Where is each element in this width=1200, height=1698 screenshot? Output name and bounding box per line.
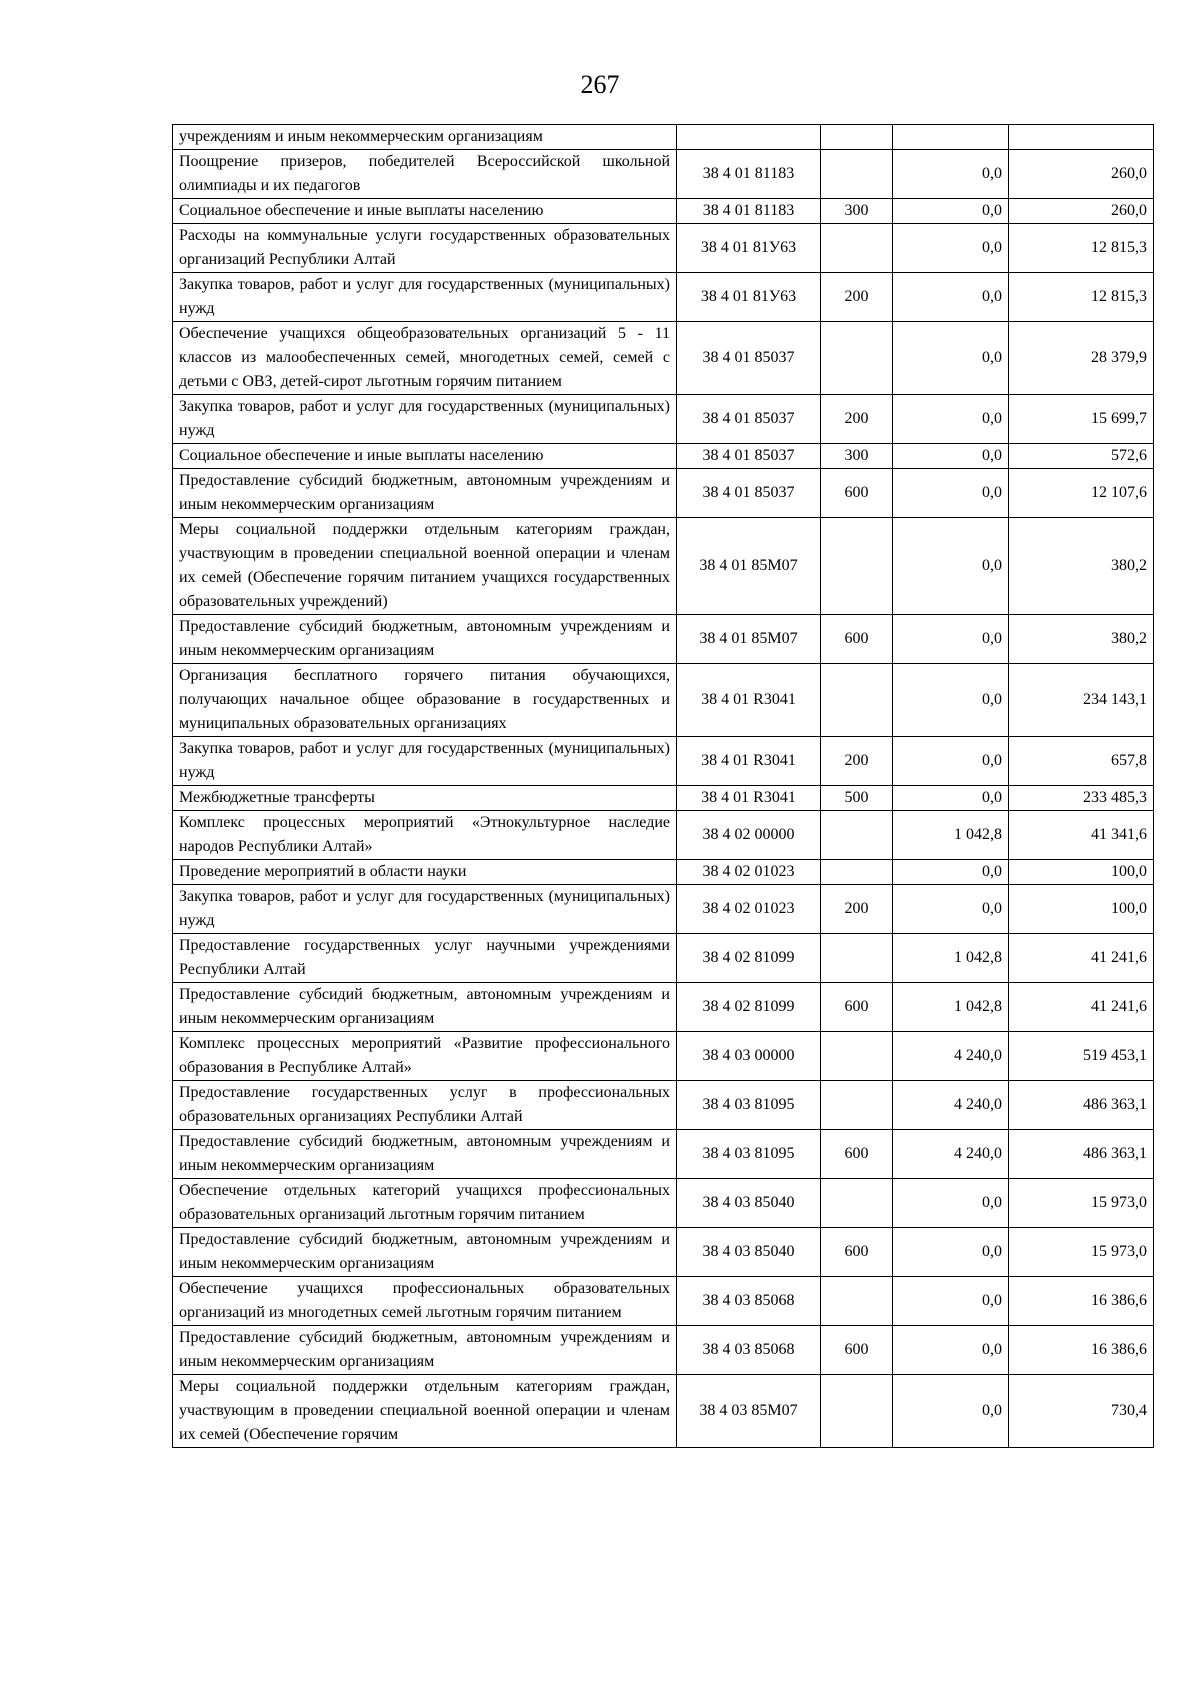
table-row xyxy=(173,322,1154,395)
row-expense-type: 600 xyxy=(821,1326,893,1375)
row-value-2: 41 341,6 xyxy=(1009,811,1154,860)
row-value-2: 486 363,1 xyxy=(1009,1130,1154,1179)
table-row xyxy=(173,469,1154,518)
row-name: Предоставление субсидий бюджетным, автономным учреждениям и иным некоммерческим организациям xyxy=(173,1228,677,1277)
row-value-2: 28 379,9 xyxy=(1009,322,1154,395)
row-expense-type xyxy=(821,150,893,199)
row-code: 38 4 03 81095 xyxy=(677,1081,821,1130)
row-expense-type: 200 xyxy=(821,273,893,322)
row-code: 38 4 01 85037 xyxy=(677,444,821,469)
row-value-1: 0,0 xyxy=(893,1375,1009,1448)
row-expense-type xyxy=(821,860,893,885)
row-value-1: 4 240,0 xyxy=(893,1081,1009,1130)
row-value-2: 41 241,6 xyxy=(1009,934,1154,983)
row-code: 38 4 01 85М07 xyxy=(677,615,821,664)
row-name: Обеспечение учащихся общеобразовательных организаций 5 - 11 классов из малообеспеченных семей, многодетных семей, семей с детьми с ОВЗ, детей-сирот льготным горячим питанием xyxy=(173,322,677,395)
row-code xyxy=(677,125,821,150)
row-value-2: 15 973,0 xyxy=(1009,1179,1154,1228)
row-value-1: 0,0 xyxy=(893,322,1009,395)
table-row xyxy=(173,1032,1154,1081)
row-expense-type xyxy=(821,518,893,615)
row-code: 38 4 01 R3041 xyxy=(677,664,821,737)
table-row xyxy=(173,1375,1154,1448)
row-code: 38 4 03 85068 xyxy=(677,1326,821,1375)
row-code: 38 4 03 85040 xyxy=(677,1179,821,1228)
row-value-2: 15 973,0 xyxy=(1009,1228,1154,1277)
table-row xyxy=(173,1081,1154,1130)
row-value-1: 1 042,8 xyxy=(893,983,1009,1032)
row-value-1: 1 042,8 xyxy=(893,811,1009,860)
row-code: 38 4 03 85068 xyxy=(677,1277,821,1326)
row-name: Обеспечение отдельных категорий учащихся профессиональных образовательных организаций льготным горячим питанием xyxy=(173,1179,677,1228)
table-row xyxy=(173,1228,1154,1277)
row-expense-type: 600 xyxy=(821,469,893,518)
table-row xyxy=(173,1130,1154,1179)
budget-table xyxy=(172,124,1154,1448)
row-code: 38 4 02 01023 xyxy=(677,885,821,934)
row-value-1: 0,0 xyxy=(893,444,1009,469)
table-row xyxy=(173,395,1154,444)
row-name: Межбюджетные трансферты xyxy=(173,786,677,811)
row-name: Закупка товаров, работ и услуг для государственных (муниципальных) нужд xyxy=(173,737,677,786)
table-row xyxy=(173,885,1154,934)
row-value-1: 0,0 xyxy=(893,786,1009,811)
row-value-1: 0,0 xyxy=(893,615,1009,664)
row-name: Предоставление субсидий бюджетным, автономным учреждениям и иным некоммерческим организациям xyxy=(173,983,677,1032)
row-expense-type: 500 xyxy=(821,786,893,811)
row-value-1: 0,0 xyxy=(893,150,1009,199)
row-expense-type xyxy=(821,322,893,395)
row-name: Предоставление государственных услуг научными учреждениями Республики Алтай xyxy=(173,934,677,983)
row-name: Предоставление субсидий бюджетным, автономным учреждениям и иным некоммерческим организациям xyxy=(173,1130,677,1179)
row-value-2: 380,2 xyxy=(1009,518,1154,615)
row-name: Меры социальной поддержки отдельным категориям граждан, участвующим в проведении специальной военной операции и членам их семей (Обеспечение горячим xyxy=(173,1375,677,1448)
page-number: 267 xyxy=(580,70,620,99)
row-code: 38 4 01 81183 xyxy=(677,199,821,224)
row-value-1: 0,0 xyxy=(893,469,1009,518)
table-row xyxy=(173,199,1154,224)
row-name: Расходы на коммунальные услуги государственных образовательных организаций Республики Алтай xyxy=(173,224,677,273)
table-row xyxy=(173,444,1154,469)
row-value-2: 233 485,3 xyxy=(1009,786,1154,811)
row-value-1: 0,0 xyxy=(893,885,1009,934)
row-code: 38 4 01 85037 xyxy=(677,322,821,395)
table-row xyxy=(173,1277,1154,1326)
row-name: Меры социальной поддержки отдельным категориям граждан, участвующим в проведении специальной военной операции и членам их семей (Обеспечение горячим питанием учащихся государственных образовательных учреждений) xyxy=(173,518,677,615)
row-value-2: 380,2 xyxy=(1009,615,1154,664)
table-row xyxy=(173,615,1154,664)
row-value-1: 0,0 xyxy=(893,737,1009,786)
row-value-2: 16 386,6 xyxy=(1009,1326,1154,1375)
row-expense-type xyxy=(821,811,893,860)
row-name: Комплекс процессных мероприятий «Этнокультурное наследие народов Республики Алтай» xyxy=(173,811,677,860)
row-expense-type xyxy=(821,664,893,737)
row-value-2: 260,0 xyxy=(1009,199,1154,224)
row-code: 38 4 02 81099 xyxy=(677,934,821,983)
row-value-1: 0,0 xyxy=(893,224,1009,273)
row-code: 38 4 01 85037 xyxy=(677,395,821,444)
row-expense-type: 200 xyxy=(821,737,893,786)
row-value-2: 12 815,3 xyxy=(1009,224,1154,273)
row-name: учреждениям и иным некоммерческим организациям xyxy=(173,125,677,150)
row-expense-type xyxy=(821,1375,893,1448)
row-expense-type xyxy=(821,1081,893,1130)
table-row xyxy=(173,860,1154,885)
row-value-2: 12 815,3 xyxy=(1009,273,1154,322)
row-name: Комплекс процессных мероприятий «Развитие профессионального образования в Республике Алтай» xyxy=(173,1032,677,1081)
row-code: 38 4 03 85040 xyxy=(677,1228,821,1277)
row-expense-type xyxy=(821,125,893,150)
row-value-1: 0,0 xyxy=(893,664,1009,737)
row-expense-type: 300 xyxy=(821,199,893,224)
row-name: Закупка товаров, работ и услуг для государственных (муниципальных) нужд xyxy=(173,395,677,444)
row-name: Закупка товаров, работ и услуг для государственных (муниципальных) нужд xyxy=(173,273,677,322)
row-name: Обеспечение учащихся профессиональных образовательных организаций из многодетных семей льготным горячим питанием xyxy=(173,1277,677,1326)
row-code: 38 4 01 85М07 xyxy=(677,518,821,615)
row-expense-type: 600 xyxy=(821,1130,893,1179)
row-value-2: 260,0 xyxy=(1009,150,1154,199)
row-value-2: 730,4 xyxy=(1009,1375,1154,1448)
row-value-1: 0,0 xyxy=(893,395,1009,444)
row-value-1: 0,0 xyxy=(893,518,1009,615)
row-code: 38 4 01 85037 xyxy=(677,469,821,518)
row-expense-type xyxy=(821,224,893,273)
table-row xyxy=(173,1326,1154,1375)
table-row xyxy=(173,786,1154,811)
row-value-1: 0,0 xyxy=(893,273,1009,322)
row-expense-type xyxy=(821,1179,893,1228)
row-value-2: 657,8 xyxy=(1009,737,1154,786)
row-value-2: 15 699,7 xyxy=(1009,395,1154,444)
row-value-1: 1 042,8 xyxy=(893,934,1009,983)
table-row xyxy=(173,150,1154,199)
table-row xyxy=(173,125,1154,150)
table-row xyxy=(173,983,1154,1032)
row-name: Предоставление субсидий бюджетным, автономным учреждениям и иным некоммерческим организациям xyxy=(173,615,677,664)
table-row xyxy=(173,737,1154,786)
row-value-1: 4 240,0 xyxy=(893,1130,1009,1179)
row-code: 38 4 03 85М07 xyxy=(677,1375,821,1448)
row-value-2: 486 363,1 xyxy=(1009,1081,1154,1130)
row-value-2: 41 241,6 xyxy=(1009,983,1154,1032)
budget-table-body xyxy=(173,125,1154,1448)
row-expense-type: 600 xyxy=(821,983,893,1032)
row-value-2: 234 143,1 xyxy=(1009,664,1154,737)
table-row xyxy=(173,224,1154,273)
row-code: 38 4 02 01023 xyxy=(677,860,821,885)
table-row xyxy=(173,934,1154,983)
row-value-1: 0,0 xyxy=(893,1326,1009,1375)
row-expense-type: 200 xyxy=(821,885,893,934)
row-expense-type: 200 xyxy=(821,395,893,444)
row-name: Предоставление субсидий бюджетным, автономным учреждениям и иным некоммерческим организациям xyxy=(173,469,677,518)
row-code: 38 4 01 R3041 xyxy=(677,737,821,786)
row-value-2 xyxy=(1009,125,1154,150)
row-value-1: 0,0 xyxy=(893,1179,1009,1228)
row-value-1: 0,0 xyxy=(893,1228,1009,1277)
row-value-2: 572,6 xyxy=(1009,444,1154,469)
row-name: Организация бесплатного горячего питания обучающихся, получающих начальное общее образование в государственных и муниципальных образовательных организациях xyxy=(173,664,677,737)
row-value-1: 0,0 xyxy=(893,860,1009,885)
row-name: Проведение мероприятий в области науки xyxy=(173,860,677,885)
row-value-1: 0,0 xyxy=(893,199,1009,224)
row-value-2: 100,0 xyxy=(1009,860,1154,885)
row-code: 38 4 01 81У63 xyxy=(677,273,821,322)
row-expense-type xyxy=(821,1032,893,1081)
row-code: 38 4 02 00000 xyxy=(677,811,821,860)
table-row xyxy=(173,273,1154,322)
row-value-2: 12 107,6 xyxy=(1009,469,1154,518)
row-code: 38 4 01 R3041 xyxy=(677,786,821,811)
row-expense-type xyxy=(821,934,893,983)
row-code: 38 4 01 81183 xyxy=(677,150,821,199)
table-row xyxy=(173,518,1154,615)
row-expense-type: 600 xyxy=(821,1228,893,1277)
row-name: Предоставление государственных услуг в профессиональных образовательных организациях Республики Алтай xyxy=(173,1081,677,1130)
row-name: Предоставление субсидий бюджетным, автономным учреждениям и иным некоммерческим организациям xyxy=(173,1326,677,1375)
row-value-1: 0,0 xyxy=(893,1277,1009,1326)
row-expense-type: 300 xyxy=(821,444,893,469)
row-value-1: 4 240,0 xyxy=(893,1032,1009,1081)
row-value-2: 100,0 xyxy=(1009,885,1154,934)
row-expense-type: 600 xyxy=(821,615,893,664)
row-code: 38 4 02 81099 xyxy=(677,983,821,1032)
row-value-2: 16 386,6 xyxy=(1009,1277,1154,1326)
row-code: 38 4 03 81095 xyxy=(677,1130,821,1179)
row-value-1 xyxy=(893,125,1009,150)
row-name: Поощрение призеров, победителей Всероссийской школьной олимпиады и их педагогов xyxy=(173,150,677,199)
row-code: 38 4 03 00000 xyxy=(677,1032,821,1081)
table-row xyxy=(173,1179,1154,1228)
row-expense-type xyxy=(821,1277,893,1326)
table-row xyxy=(173,664,1154,737)
row-name: Социальное обеспечение и иные выплаты населению xyxy=(173,444,677,469)
row-name: Закупка товаров, работ и услуг для государственных (муниципальных) нужд xyxy=(173,885,677,934)
row-code: 38 4 01 81У63 xyxy=(677,224,821,273)
row-value-2: 519 453,1 xyxy=(1009,1032,1154,1081)
table-row xyxy=(173,811,1154,860)
row-name: Социальное обеспечение и иные выплаты населению xyxy=(173,199,677,224)
